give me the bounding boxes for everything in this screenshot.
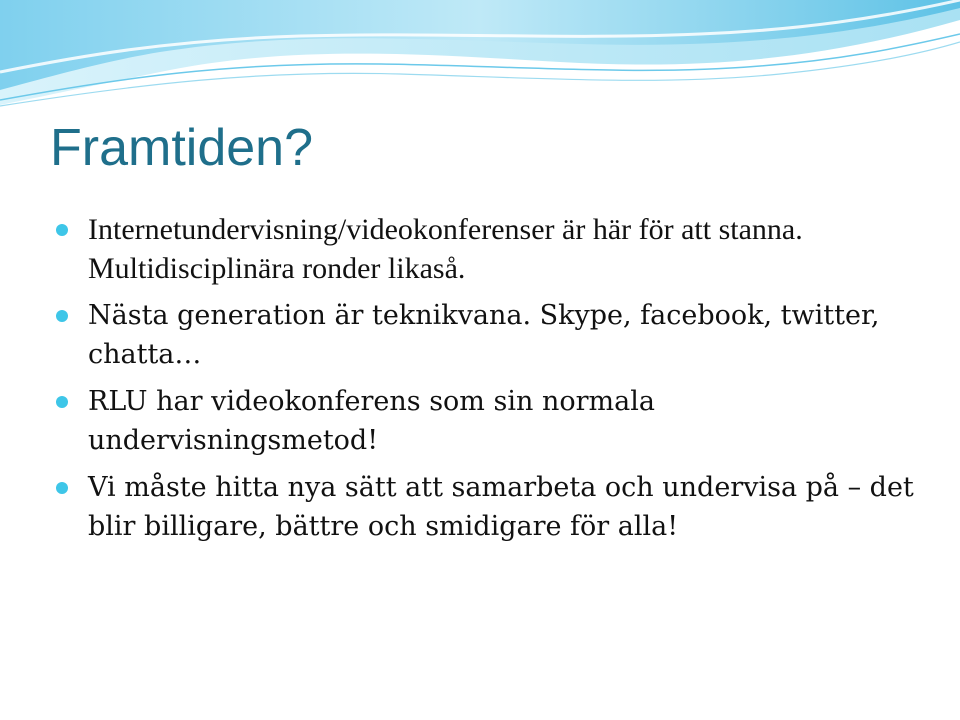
bullet-list — [56, 210, 936, 554]
bullet-dot-icon — [56, 396, 68, 408]
slide-title: Framtiden? — [50, 119, 313, 177]
bullet-text: Vi måste hitta nya sätt att samarbeta och undervisa på – det blir billigare, bättre och smidigare för alla! — [88, 472, 914, 542]
bullet-item — [56, 468, 936, 546]
bullet-text: Internetundervisning/videokonferenser är här för att stanna. Multidisciplinära ronder likaså. — [88, 213, 803, 285]
bullet-item — [56, 382, 936, 460]
bullet-text: Nästa generation är teknikvana. Skype, facebook, twitter, chatta… — [88, 300, 880, 370]
bullet-item — [56, 296, 936, 374]
bullet-dot-icon — [56, 224, 68, 236]
bullet-dot-icon — [56, 482, 68, 494]
bullet-text: RLU har videokonferens som sin normala undervisningsmetod! — [88, 386, 655, 456]
header-wave-decoration — [0, 0, 960, 120]
bullet-dot-icon — [56, 310, 68, 322]
bullet-item — [56, 210, 936, 288]
